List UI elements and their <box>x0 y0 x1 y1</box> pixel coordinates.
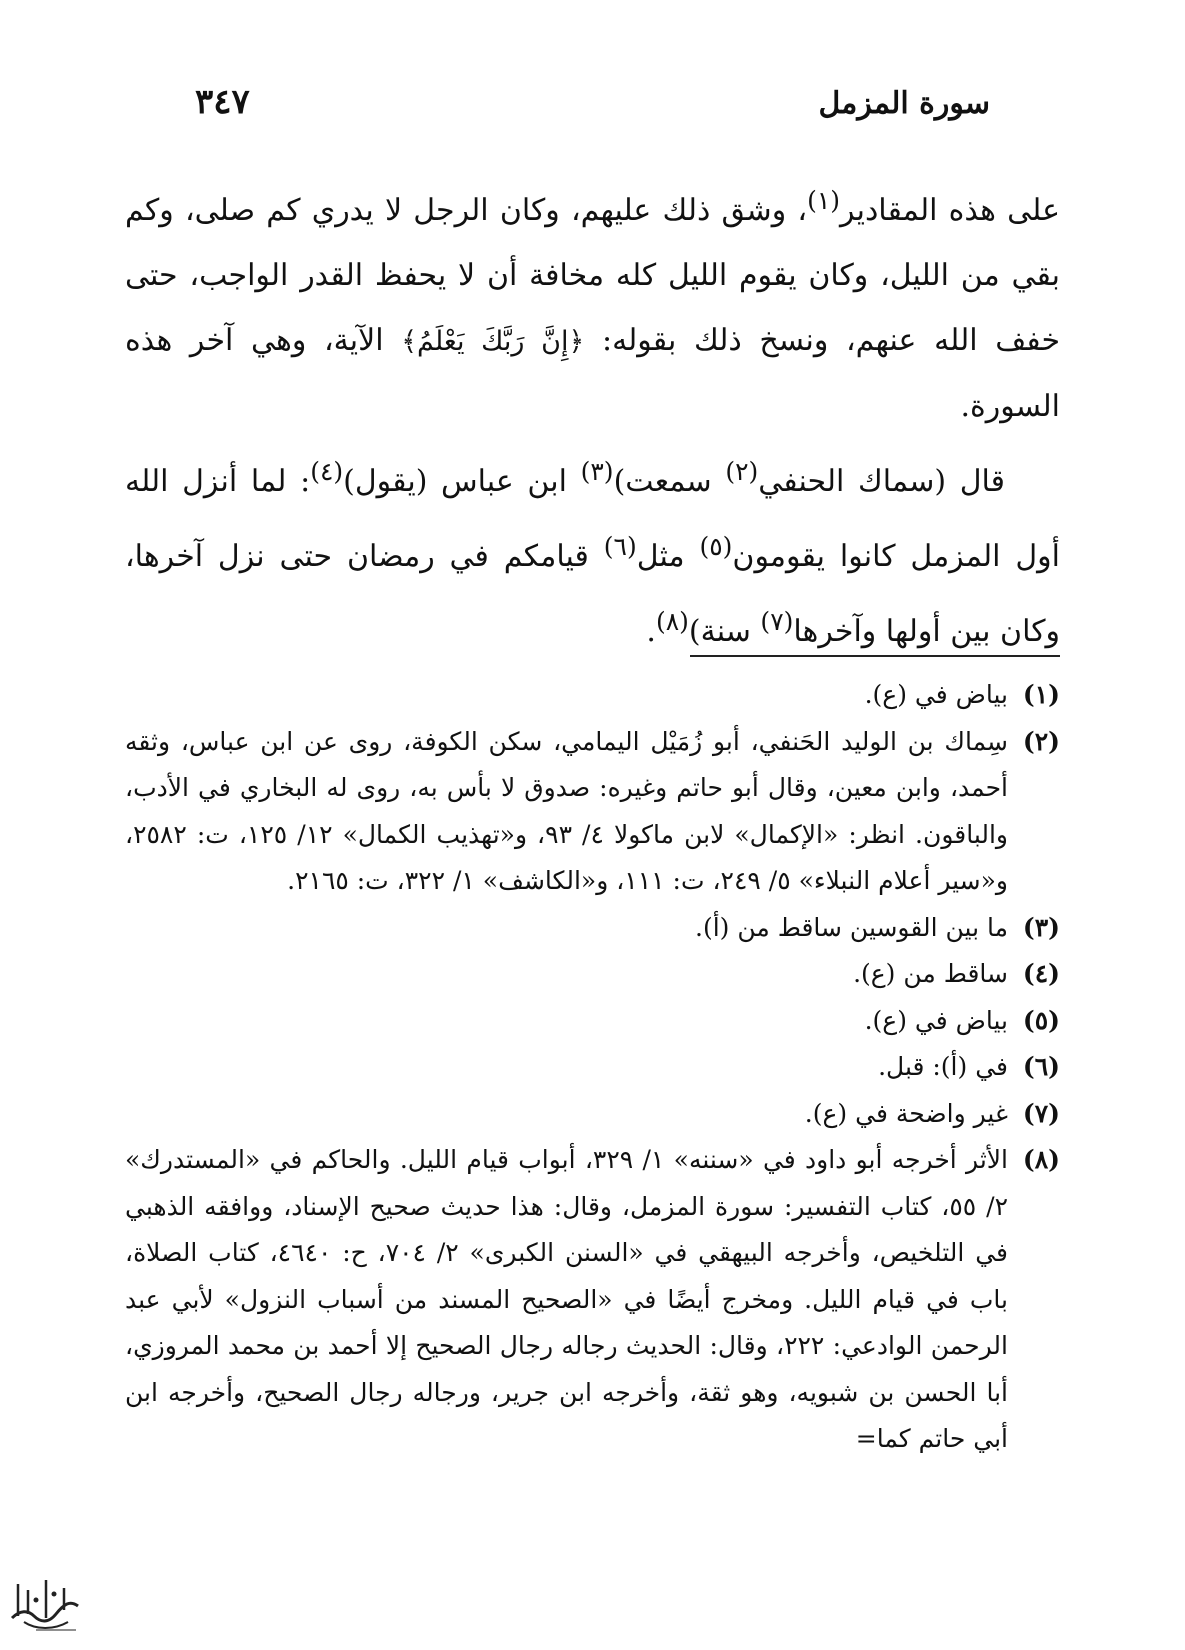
page-header <box>195 82 990 136</box>
footnote-text: ساقط من (ع). <box>853 959 1008 988</box>
text-run: قيامكم في رمضان حتى نزل آخرها، وكان بين أولها وآخرها <box>125 539 1060 649</box>
footnote-ref: (٤) <box>310 457 344 486</box>
footnote-8 <box>125 1137 1060 1463</box>
text-run: على هذه المقادير <box>840 193 1060 228</box>
footnote-ref: (٢) <box>725 457 759 486</box>
footnote-4 <box>125 951 1060 998</box>
footnote-3 <box>125 905 1060 952</box>
surah-title: سورة المزمل <box>818 86 990 121</box>
footnote-ref: (٣) <box>580 457 614 486</box>
footnote-ref: (٥) <box>699 532 733 561</box>
footnote-2 <box>125 719 1060 905</box>
footnote-text: بياض في (ع). <box>864 1005 1008 1035</box>
text-run: قال (سماك الحنفي <box>758 464 1005 499</box>
footnote-text: في (أ): قبل. <box>878 1052 1008 1081</box>
footnote-5 <box>125 998 1060 1045</box>
footnotes <box>125 672 1060 1463</box>
footnote-ref: (١) <box>807 186 841 215</box>
text-run: مثل <box>636 539 700 574</box>
footnote-number: (٥) <box>1022 1005 1060 1035</box>
quran-quote: ﴿إِنَّ رَبَّكَ يَعْلَمُ﴾ <box>401 326 585 357</box>
footnote-number: (٨) <box>1022 1145 1060 1174</box>
footnote-number: (١) <box>1022 680 1060 709</box>
text-run: سمعت) <box>613 464 726 499</box>
footnote-ref: (٦) <box>603 532 637 561</box>
footnote-7 <box>125 1091 1060 1138</box>
footnote-text: غير واضحة في (ع). <box>804 1098 1008 1128</box>
footnote-number: (٣) <box>1022 912 1060 942</box>
footnote-number: (٤) <box>1022 959 1060 988</box>
text-run: ، وشق ذلك عليهم، وكان الرجل لا يدري كم صلى، وكم بقي من الليل، وكان يقوم الليل كله مخافة أن لا يحفظ القدر الواجب، حتى خفف الله عنهم، ونسخ ذلك بقوله: <box>125 193 1060 358</box>
paragraph-2 <box>125 439 1060 664</box>
footnote-number: (٧) <box>1022 1098 1060 1128</box>
footnote-text: ما بين القوسين ساقط من (أ). <box>695 912 1008 942</box>
text-run: . <box>646 614 656 649</box>
footnote-number: (٢) <box>1022 726 1060 756</box>
watermark-logo <box>6 1570 84 1638</box>
footnote-text: سِماك بن الوليد الحَنفي، أبو زُمَيْل اليمامي، سكن الكوفة، روى عن ابن عباس، وثقه أحمد، وابن معين، وقال أبو حاتم وغيره: صدوق لا بأس به، روى له البخاري في الأدب، والباقون. انظر: «الإكمال» لابن ماكولا ٤/ ٩٣، و«تهذيب الكمال» ١٢/ ١٢٥، ت: ٢٥٨٢، و«سير أعلام النبلاء» ٥/ ٢٤٩، ت: ١١١، و«الكاشف» ١/ ٣٢٢، ت: ٢١٦٥. <box>125 726 1008 895</box>
text-run: الآية، وهي آخر هذه السورة. <box>125 323 1060 424</box>
footnote-separator <box>690 655 1060 657</box>
text-run: : لما أنزل الله أول المزمل كانوا يقومون <box>125 464 1060 574</box>
footnote-6 <box>125 1044 1060 1091</box>
text-run: سنة) <box>688 614 761 649</box>
text-run: ابن عباس (يقول) <box>343 464 581 499</box>
footnote-1 <box>125 672 1060 719</box>
footnote-text: الأثر أخرجه أبو داود في «سننه» ١/ ٣٢٩، أبواب قيام الليل. والحاكم في «المستدرك» ٢/ ٥٥، كتاب التفسير: سورة المزمل، وقال: هذا حديث صحيح الإسناد، ووافقه الذهبي في التلخيص، وأخرجه البيهقي في «السنن الكبرى» ٢/ ٧٠٤، ح: ٤٦٤٠، كتاب الصلاة، باب في قيام الليل. ومخرج أيضًا في «الصحيح المسند من أسباب النزول» لأبي عبد الرحمن الوادعي: ٢٢٢، وقال: الحديث رجاله رجال الصحيح إلا أحمد بن محمد المروزي، أبا الحسن بن شبويه، وهو ثقة، وأخرجه ابن جرير، ورجاله رجال الصحيح، وأخرجه ابن أبي حاتم كما= <box>125 1145 1008 1453</box>
footnote-number: (٦) <box>1022 1052 1060 1081</box>
footnote-text: بياض في (ع). <box>864 680 1008 709</box>
main-text <box>125 168 1060 664</box>
footnote-ref: (٧) <box>760 607 794 636</box>
page-number: ٣٤٧ <box>195 82 250 122</box>
paragraph-1 <box>125 168 1060 439</box>
footnote-ref: (٨) <box>655 607 689 636</box>
